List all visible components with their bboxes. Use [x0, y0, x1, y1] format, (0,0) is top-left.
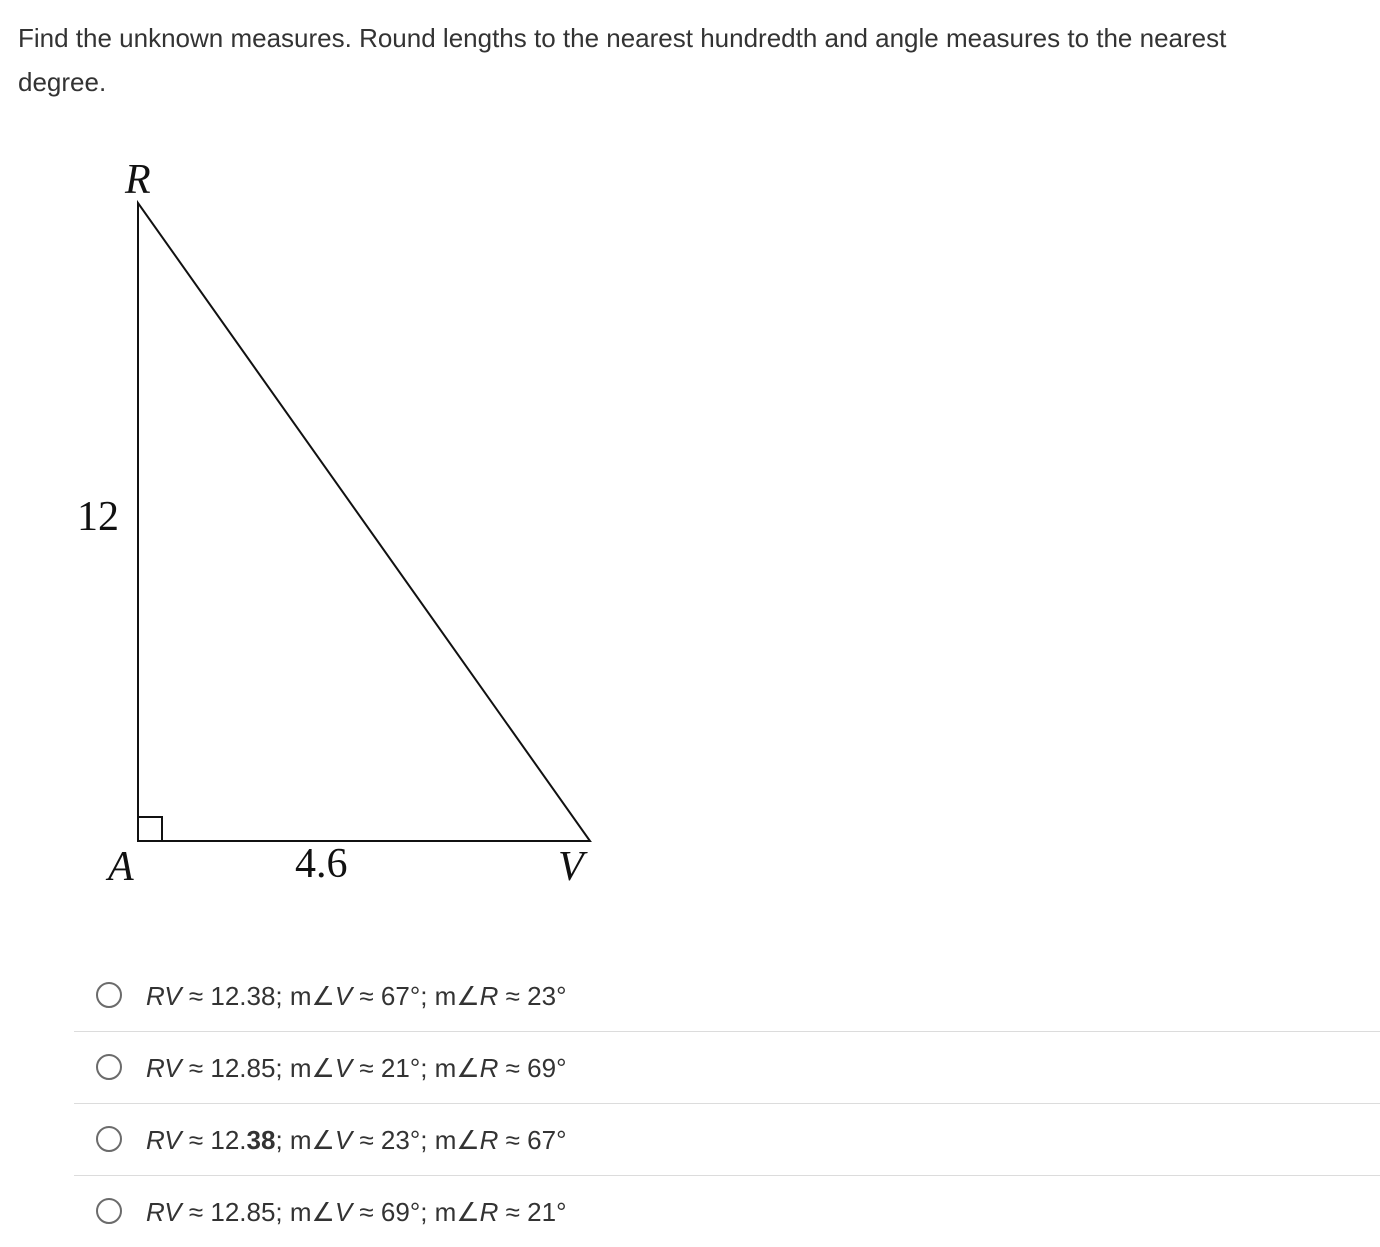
answer-choice-4[interactable] — [74, 1176, 1380, 1247]
radio-button[interactable] — [96, 982, 122, 1008]
vertex-label-v: V — [558, 844, 584, 890]
side-label-ra: 12 — [77, 494, 119, 540]
vertex-label-a: A — [108, 844, 134, 890]
right-angle-marker — [138, 817, 162, 841]
question-line-2: degree. — [18, 67, 107, 97]
triangle-diagram — [0, 0, 700, 930]
answer-choice-1[interactable] — [74, 960, 1380, 1032]
answer-choice-label: RV ≈ 12.38; m∠V ≈ 67°; m∠R ≈ 23° — [146, 981, 567, 1011]
answer-choice-label: RV ≈ 12.85; m∠V ≈ 21°; m∠R ≈ 69° — [146, 1053, 567, 1083]
radio-button[interactable] — [96, 1054, 122, 1080]
answer-choice-3[interactable] — [74, 1104, 1380, 1176]
answer-choice-label: RV ≈ 12.38; m∠V ≈ 23°; m∠R ≈ 67° — [146, 1125, 567, 1155]
answer-choice-2[interactable] — [74, 1032, 1380, 1104]
triangle-rav — [138, 203, 590, 841]
side-label-av: 4.6 — [295, 841, 348, 887]
answer-choices — [74, 960, 1380, 1247]
radio-button[interactable] — [96, 1126, 122, 1152]
vertex-label-r: R — [125, 157, 151, 203]
radio-button[interactable] — [96, 1198, 122, 1224]
answer-choice-label: RV ≈ 12.85; m∠V ≈ 69°; m∠R ≈ 21° — [146, 1197, 567, 1227]
question-line-1: Find the unknown measures. Round lengths to the nearest hundredth and angle measures to the nearest — [18, 23, 1227, 53]
